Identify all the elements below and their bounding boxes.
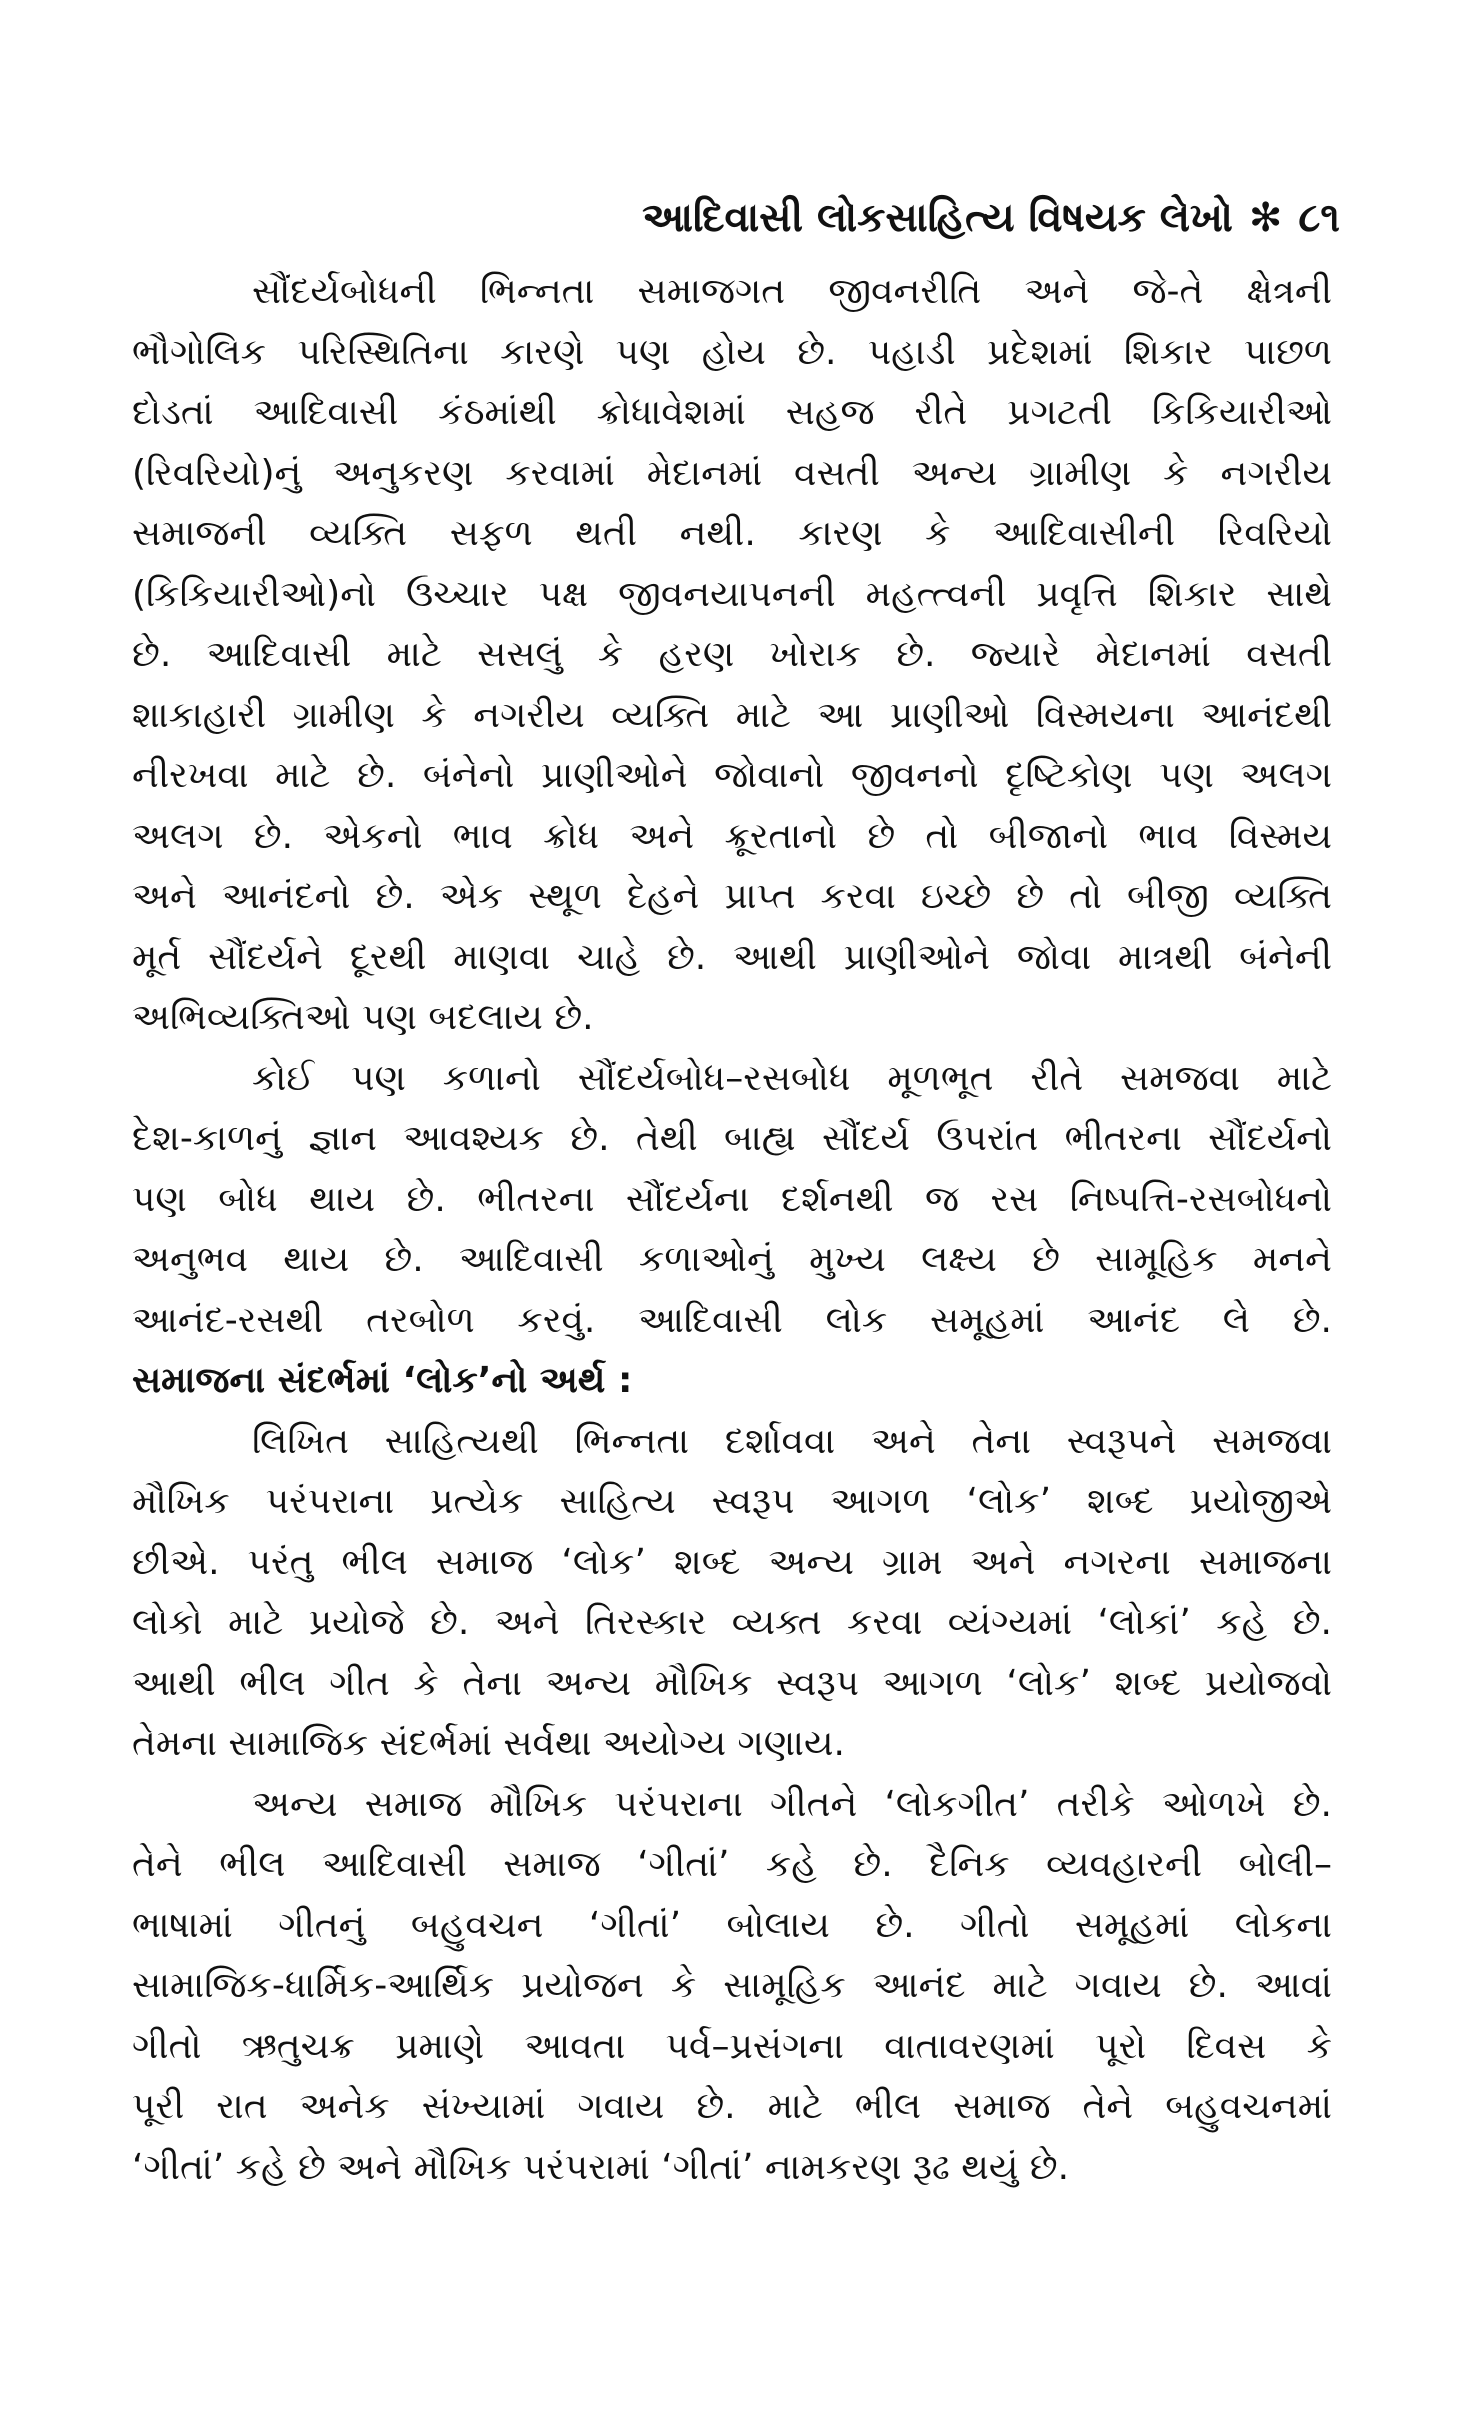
header-title: આદિવાસી લોકસાહિત્ય વિષયક લેખો xyxy=(642,195,1233,241)
text-line: તેને ભીલ આદિવાસી સમાજ ‘ગીતાં’ કહે છે. દૈનિક વ્યવહારની બોલી– xyxy=(132,1844,1332,1885)
text-line: અભિવ્યક્તિઓ પણ બદલાય છે. xyxy=(132,997,594,1038)
text-line: (રિવરિયો)નું અનુકરણ કરવામાં મેદાનમાં વસતી અન્ય ગ્રામીણ કે નગરીય xyxy=(132,452,1332,494)
text-line: પણ બોધ થાય છે. ભીતરના સૌંદર્યના દર્શનથી જ રસ નિષ્પત્તિ-રસબોધનો xyxy=(132,1178,1332,1220)
text-line: લિખિત સાહિત્યથી ભિન્નતા દર્શાવવા અને તેના સ્વરૂપને સમજવા xyxy=(252,1420,1332,1462)
text-line: આનંદ-રસથી તરબોળ કરવું. આદિવાસી લોક સમૂહમાં આનંદ લે છે. xyxy=(132,1299,1332,1341)
text-line: અનુભવ થાય છે. આદિવાસી કળાઓનું મુખ્ય લક્ષ્ય છે સામૂહિક મનને xyxy=(132,1239,1332,1280)
text-line: અલગ છે. એકનો ભાવ ક્રોધ અને ક્રૂરતાનો છે તો બીજાનો ભાવ વિસ્મય xyxy=(132,815,1332,857)
running-header xyxy=(600,188,1340,248)
text-line: ગીતો ઋતુચક્ર પ્રમાણે આવતા પર્વ–પ્રસંગના વાતાવરણમાં પૂરો દિવસ કે xyxy=(132,2025,1332,2067)
text-line: સૌંદર્યબોધની ભિન્નતા સમાજગત જીવનરીતિ અને જે-તે ક્ષેત્રની xyxy=(252,271,1332,312)
text-line: છે. આદિવાસી માટે સસલું કે હરણ ખોરાક છે. જ્યારે મેદાનમાં વસતી xyxy=(132,634,1332,675)
text-line: દોડતાં આદિવાસી કંઠમાંથી ક્રોધાવેશમાં સહજ રીતે પ્રગટતી કિકિયારીઓ xyxy=(132,392,1332,433)
body-text xyxy=(132,262,1332,2198)
text-line: ‘ગીતાં’ કહે છે અને મૌખિક પરંપરામાં ‘ગીતાં’ નામકરણ રૂઢ થયું છે. xyxy=(132,2146,1070,2188)
text-line: તેમના સામાજિક સંદર્ભમાં સર્વથા અયોગ્ય ગણાય. xyxy=(132,1723,845,1764)
text-line: લોકો માટે પ્રયોજે છે. અને તિરસ્કાર વ્યક્ત કરવા વ્યંગ્યમાં ‘લોકાં’ કહે છે. xyxy=(132,1602,1332,1643)
text-line: કોઈ પણ કળાનો સૌંદર્યબોધ–રસબોધ મૂળભૂત રીતે સમજવા માટે xyxy=(252,1057,1332,1099)
text-line: આથી ભીલ ગીત કે તેના અન્ય મૌખિક સ્વરૂપ આગળ ‘લોક’ શબ્દ પ્રયોજવો xyxy=(132,1662,1332,1704)
text-line: મૂર્ત સૌંદર્યને દૂરથી માણવા ચાહે છે. આથી પ્રાણીઓને જોવા માત્રથી બંનેની xyxy=(132,936,1332,978)
text-line: (કિકિયારીઓ)નો ઉચ્ચાર પક્ષ જીવનયાપનની મહત્ત્વની પ્રવૃત્તિ શિકાર સાથે xyxy=(132,573,1332,615)
text-line: છીએ. પરંતુ ભીલ સમાજ ‘લોક’ શબ્દ અન્ય ગ્રામ અને નગરના સમાજના xyxy=(132,1541,1332,1583)
text-line: અને આનંદનો છે. એક સ્થૂળ દેહને પ્રાપ્ત કરવા ઇચ્છે છે તો બીજી વ્યક્તિ xyxy=(132,876,1332,917)
text-line: સામાજિક-ધાર્મિક-આર્થિક પ્રયોજન કે સામૂહિક આનંદ માટે ગવાય છે. આવાં xyxy=(132,1965,1332,2006)
text-line: શાકાહારી ગ્રામીણ કે નગરીય વ્યક્તિ માટે આ પ્રાણીઓ વિસ્મયના આનંદથી xyxy=(132,694,1332,736)
asterisk-separator-icon: ✻ xyxy=(1248,195,1283,241)
text-line: નીરખવા માટે છે. બંનેનો પ્રાણીઓને જોવાનો જીવનનો દૃષ્ટિકોણ પણ અલગ xyxy=(132,755,1332,796)
text-line: અન્ય સમાજ મૌખિક પરંપરાના ગીતને ‘લોકગીત’ તરીકે ઓળખે છે. xyxy=(252,1783,1332,1825)
text-line: ભાષામાં ગીતનું બહુવચન ‘ગીતાં’ બોલાય છે. ગીતો સમૂહમાં લોકના xyxy=(132,1904,1332,1946)
section-heading: સમાજના સંદર્ભમાં ‘લોક’નો અર્થ : xyxy=(132,1360,633,1401)
text-line: પૂરી રાત અનેક સંખ્યામાં ગવાય છે. માટે ભીલ સમાજ તેને બહુવચનમાં xyxy=(132,2086,1332,2127)
text-line: દેશ-કાળનું જ્ઞાન આવશ્યક છે. તેથી બાહ્ય સૌંદર્ય ઉપરાંત ભીતરના સૌંદર્યનો xyxy=(132,1118,1332,1159)
text-line: મૌખિક પરંપરાના પ્રત્યેક સાહિત્ય સ્વરૂપ આગળ ‘લોક’ શબ્દ પ્રયોજીએ xyxy=(132,1481,1332,1522)
page-number: ૮૧ xyxy=(1298,195,1340,241)
text-line: સમાજની વ્યક્તિ સફળ થતી નથી. કારણ કે આદિવાસીની રિવરિયો xyxy=(132,513,1332,554)
text-line: ભૌગોલિક પરિસ્થિતિના કારણે પણ હોય છે. પહાડી પ્રદેશમાં શિકાર પાછળ xyxy=(132,331,1332,373)
